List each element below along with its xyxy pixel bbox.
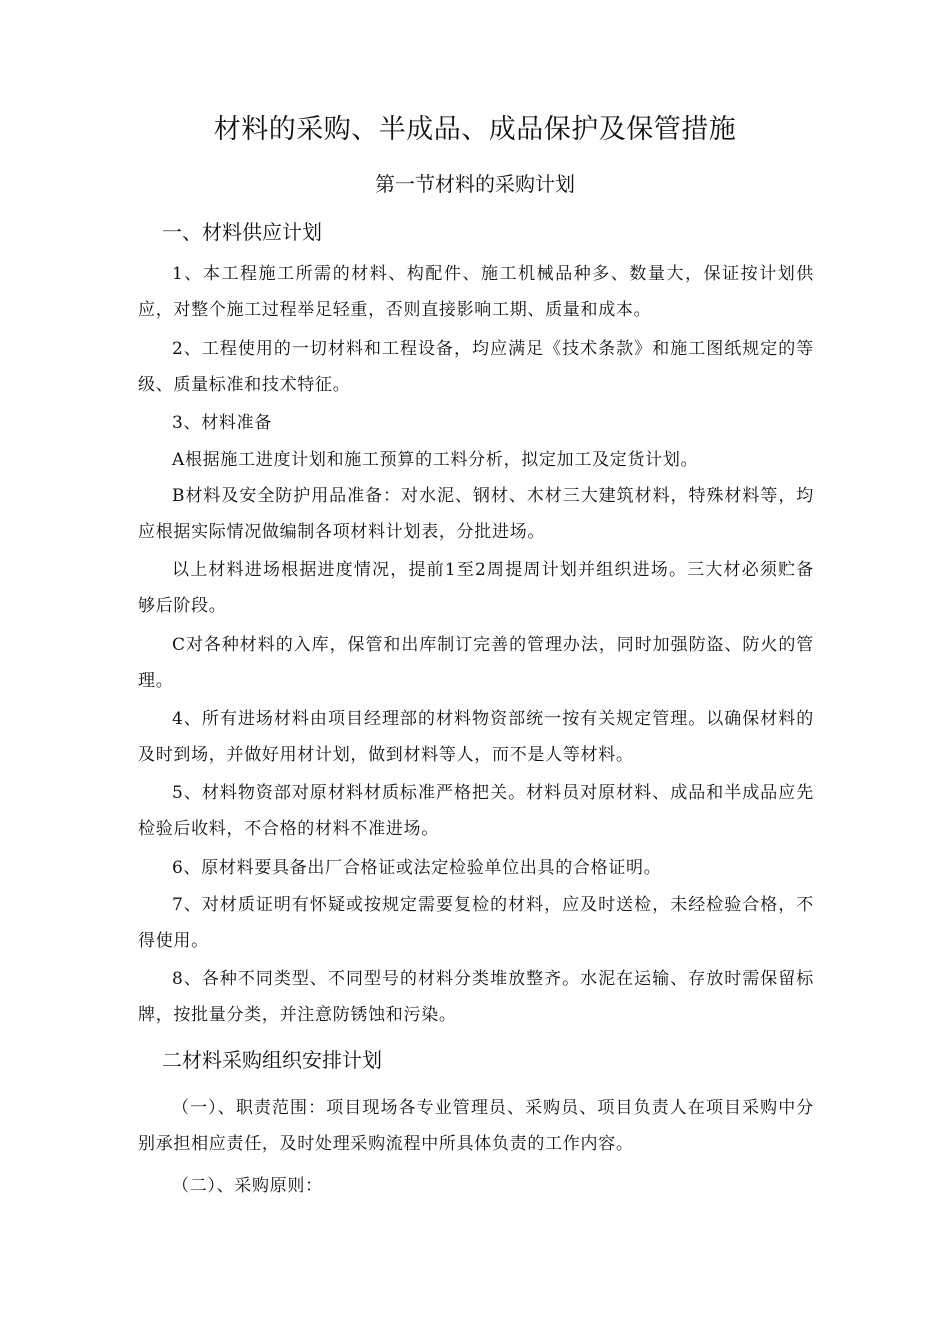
- heading-material-supply-plan: 一、材料供应计划: [162, 220, 322, 244]
- paragraph: 1、本工程施工所需的材料、构配件、施工机械品种多、数量大，保证按计划供应，对整个施工过程举足轻重，否则直接影响工期、质量和成本。: [138, 264, 814, 320]
- paragraph: 4、所有进场材料由项目经理部的材料物资部统一按有关规定管理。以确保材料的及时到场，并做好用材计划，做到材料等人，而不是人等材料。: [138, 709, 814, 765]
- heading-purchase-organization-plan: 二材料采购组织安排计划: [162, 1048, 382, 1072]
- paragraph: （二）、采购原则：: [172, 1176, 323, 1196]
- document-title: 材料的采购、半成品、成品保护及保管措施: [213, 114, 737, 145]
- paragraph: 2、工程使用的一切材料和工程设备，均应满足《技术条款》和施工图纸规定的等级、质量标准和技术特征。: [138, 339, 814, 395]
- paragraph: 以上材料进场根据进度情况，提前1至2周提周计划并组织进场。三大材必须贮备够后阶段。: [138, 560, 814, 616]
- paragraph: A根据施工进度计划和施工预算的工料分析，拟定加工及定货计划。: [172, 450, 699, 470]
- paragraph: 7、对材质证明有怀疑或按规定需要复检的材料，应及时送检，未经检验合格，不得使用。: [138, 895, 814, 951]
- section-title: 第一节材料的采购计划: [375, 172, 575, 196]
- paragraph: B材料及安全防护用品准备：对水泥、钢材、木材三大建筑材料，特殊材料等，均应根据实际情况做编制各项材料计划表，分批进场。: [138, 486, 814, 542]
- paragraph: 5、材料物资部对原材料材质标准严格把关。材料员对原材料、成品和半成品应先检验后收料，不合格的材料不准进场。: [138, 783, 814, 839]
- paragraph: 3、材料准备: [172, 413, 273, 433]
- paragraph: C对各种材料的入库，保管和出库制订完善的管理办法，同时加强防盗、防火的管理。: [138, 635, 814, 691]
- paragraph: （一）、职责范围：项目现场各专业管理员、采购员、项目负责人在项目采购中分别承担相应责任，及时处理采购流程中所具体负责的工作内容。: [138, 1098, 814, 1154]
- paragraph: 8、各种不同类型、不同型号的材料分类堆放整齐。水泥在运输、存放时需保留标牌，按批量分类，并注意防锈蚀和污染。: [138, 969, 814, 1025]
- paragraph: 6、原材料要具备出厂合格证或法定检验单位出具的合格证明。: [172, 858, 662, 878]
